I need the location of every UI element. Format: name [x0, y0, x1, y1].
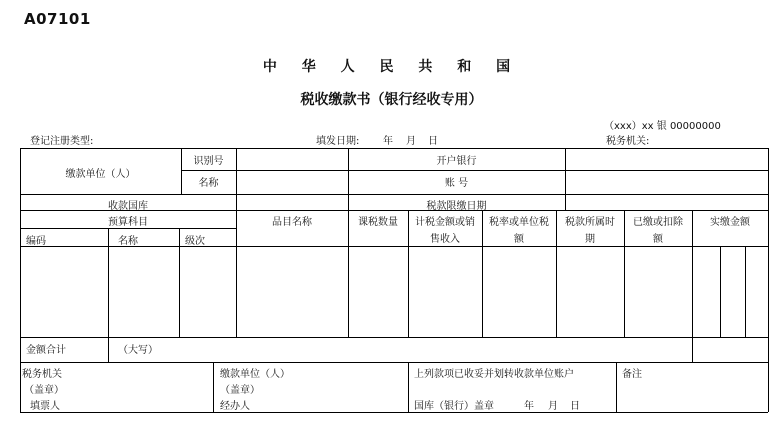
deadline-label: 税款限缴日期	[426, 201, 487, 212]
deducted-label-2: 额	[653, 234, 663, 245]
level-label: 级次	[185, 236, 205, 247]
subject-name-label: 名称	[118, 236, 138, 247]
item-name-label: 品目名称	[272, 217, 312, 228]
serial-number: （xxx）xx 银 00000000	[604, 121, 721, 132]
tax-period-label-1: 税款所属时	[565, 217, 615, 228]
treasury-label: 收款国库	[108, 201, 148, 212]
fill-date-day: 日	[428, 136, 438, 147]
tax-rate-label-2: 额	[514, 234, 524, 245]
footer-day: 日	[570, 401, 580, 412]
fill-date-year: 年	[383, 136, 393, 147]
bank-label: 开户银行	[436, 156, 477, 167]
fill-date-month: 月	[406, 136, 416, 147]
name-label: 名称	[198, 178, 219, 189]
footer-month: 月	[548, 401, 558, 412]
footer-tax-office: 税务机关	[22, 369, 62, 380]
footer-seal-1: （盖章）	[24, 385, 64, 396]
deducted-label-1: 已缴或扣除	[633, 217, 683, 228]
total-amount-label: 金额合计	[26, 345, 66, 356]
title-country: 中 华 人 民 共 和 国	[262, 59, 521, 75]
budget-subject-label: 预算科目	[108, 217, 148, 228]
form-code: A07101	[24, 10, 91, 28]
tax-period-label-2: 期	[585, 234, 595, 245]
quantity-label: 课税数量	[358, 217, 398, 228]
footer-filler: 填票人	[30, 401, 60, 412]
capital-amount-label: （大写）	[118, 345, 158, 356]
payer-label: 缴款单位（人）	[65, 169, 136, 180]
title-form: 税收缴款书（银行经收专用）	[300, 92, 483, 108]
fill-date-label: 填发日期:	[316, 136, 360, 147]
id-label: 识别号	[193, 156, 224, 167]
account-label: 账 号	[444, 178, 469, 189]
footer-payer: 缴款单位（人）	[220, 369, 290, 380]
tax-office-label: 税务机关:	[606, 136, 650, 147]
footer-transfer-note: 上列款项已收妥并划转收款单位账户	[414, 369, 574, 380]
tax-rate-label-1: 税率或单位税	[489, 217, 549, 228]
actual-amount-label: 实缴金额	[710, 217, 750, 228]
footer-remarks: 备注	[622, 369, 642, 380]
footer-handler: 经办人	[220, 401, 250, 412]
tax-base-label-1: 计税金额或销	[415, 217, 475, 228]
reg-type-label: 登记注册类型:	[30, 136, 94, 147]
footer-year: 年	[524, 401, 534, 412]
footer-treasury-seal: 国库（银行）盖章	[414, 401, 494, 412]
tax-base-label-2: 售收入	[430, 234, 460, 245]
footer-seal-2: （盖章）	[220, 385, 260, 396]
code-label: 编码	[26, 236, 46, 247]
